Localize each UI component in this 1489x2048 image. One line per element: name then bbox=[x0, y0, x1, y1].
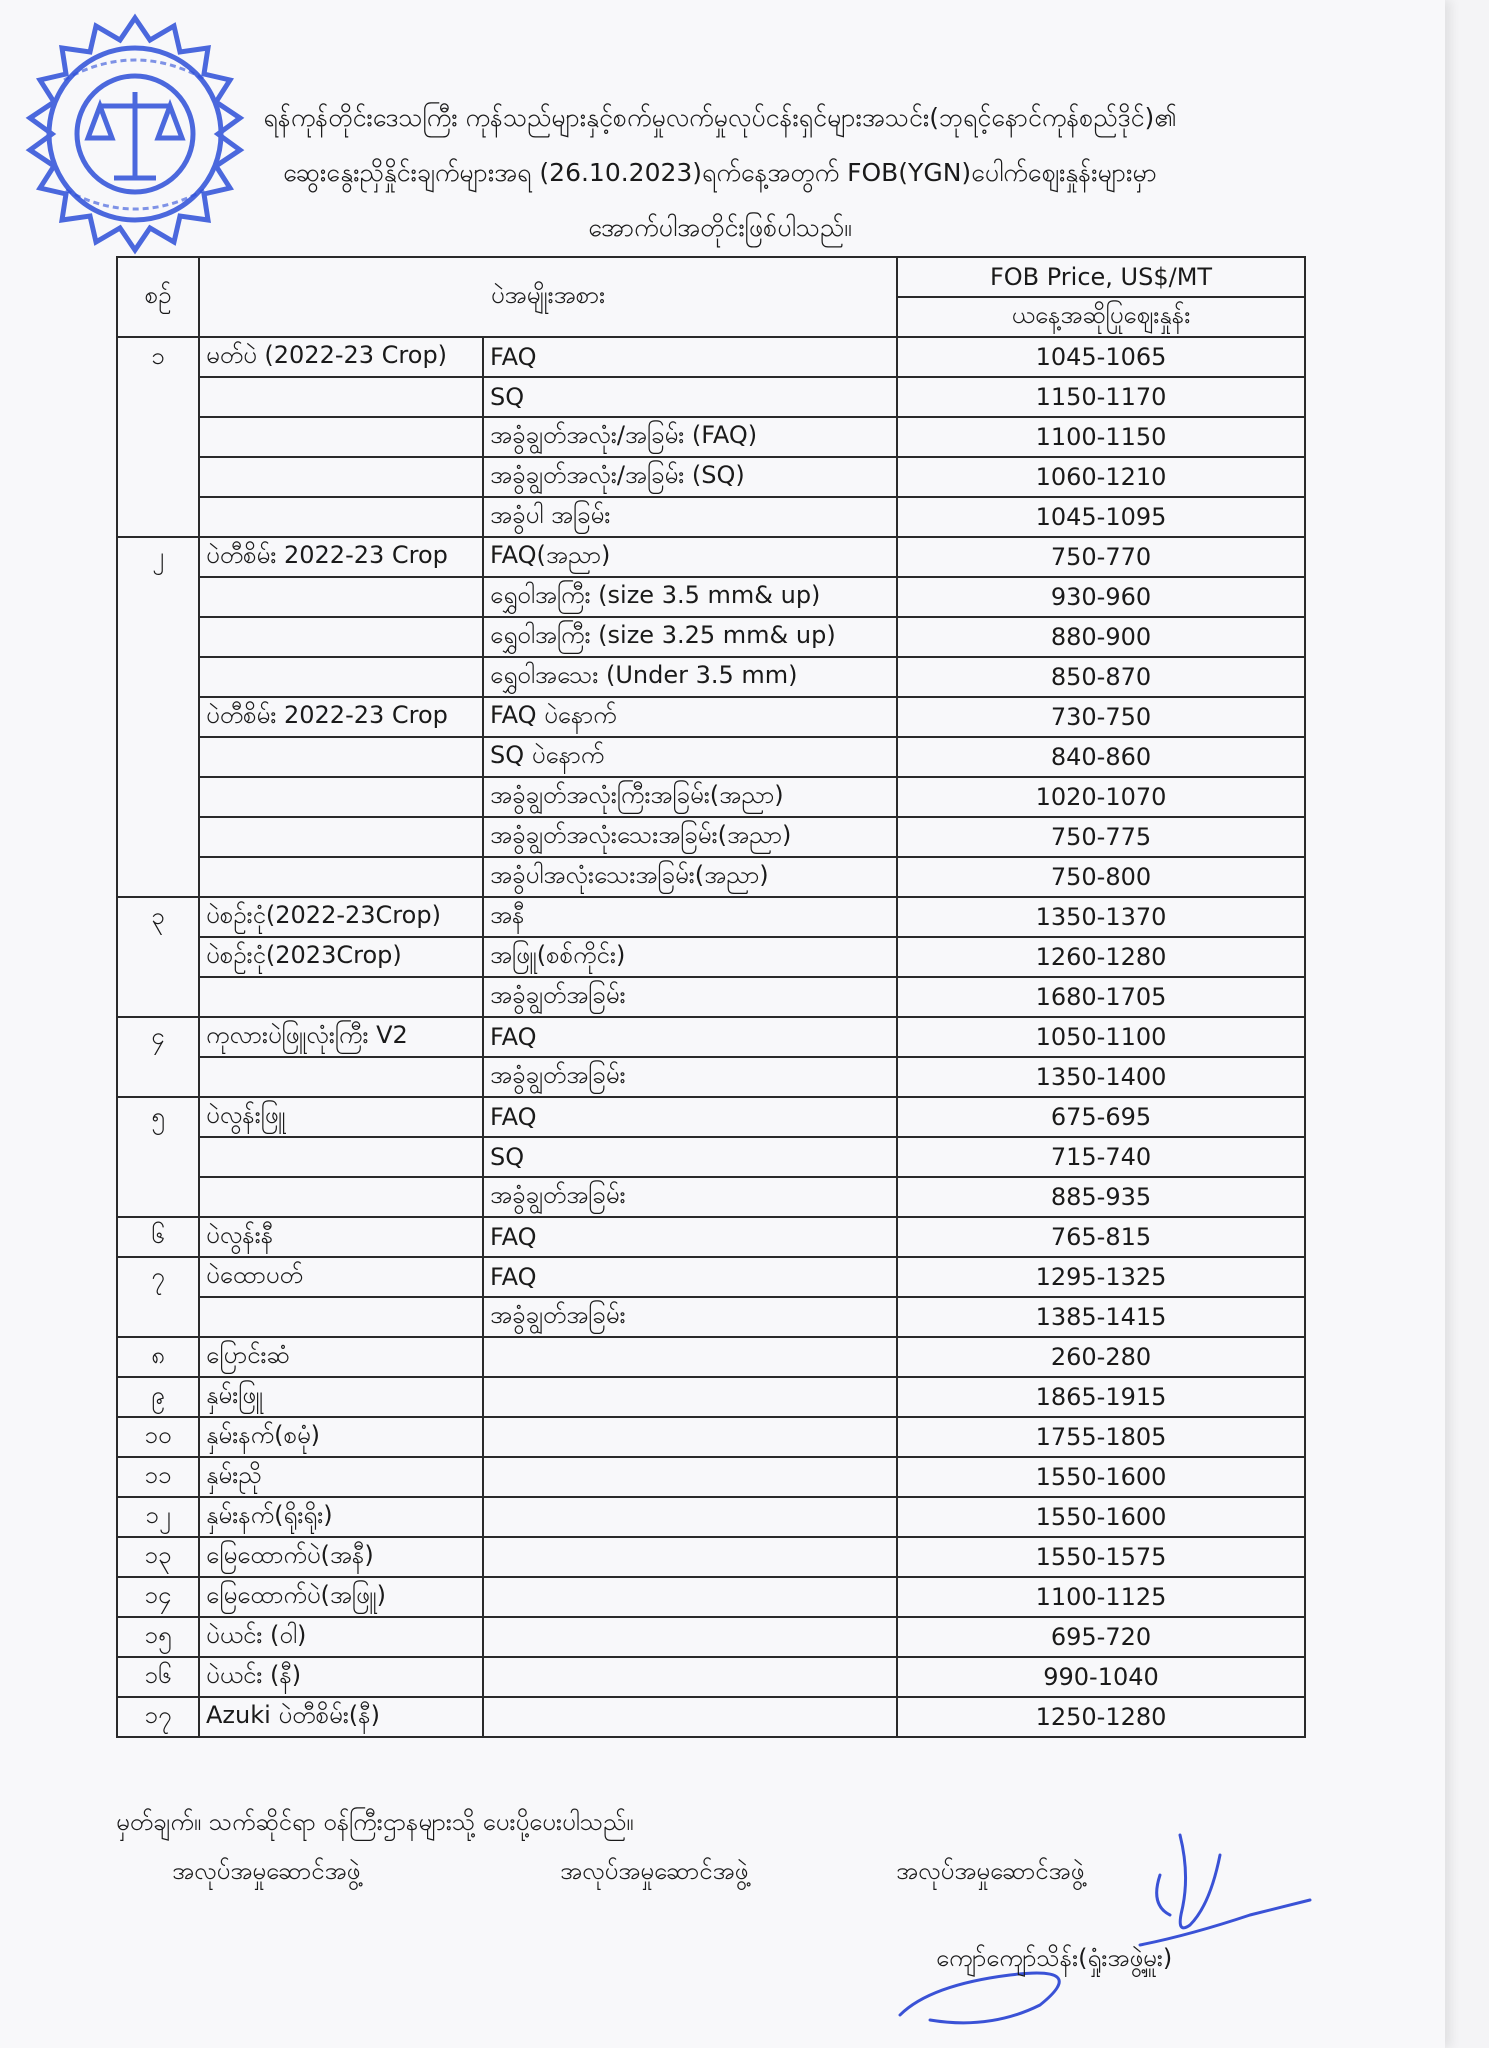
signature-label-1: အလုပ်အမှုဆောင်အဖွဲ့ bbox=[172, 1857, 361, 1885]
heading-line-3: အောက်ပါအတိုင်းဖြစ်ပါသည်။ bbox=[588, 213, 852, 242]
item-name-cell bbox=[199, 457, 483, 497]
table-row bbox=[117, 737, 1305, 777]
price-cell: 1250-1280 bbox=[897, 1697, 1305, 1737]
grade-cell: ရွှေဝါအကြီး (size 3.5 mm& up) bbox=[483, 577, 897, 617]
item-name-cell: မြေထောက်ပဲ(အဖြူ) bbox=[199, 1577, 483, 1617]
grade-cell bbox=[483, 1617, 897, 1657]
item-name-cell bbox=[199, 497, 483, 537]
row-number-cell: ၁၀ bbox=[117, 1417, 199, 1457]
table-row bbox=[117, 937, 1305, 977]
signature-label-2: အလုပ်အမှုဆောင်အဖွဲ့ bbox=[560, 1857, 749, 1885]
table-row bbox=[117, 697, 1305, 737]
price-cell: 675-695 bbox=[897, 1097, 1305, 1137]
grade-cell: ရွှေဝါအကြီး (size 3.25 mm& up) bbox=[483, 617, 897, 657]
footer-note: မှတ်ချက်။ သက်ဆိုင်ရာ ဝန်ကြီးဌာနများသို့ ပေးပို့ပေးပါသည်။ bbox=[116, 1808, 634, 1836]
price-cell: 1060-1210 bbox=[897, 457, 1305, 497]
table-row bbox=[117, 1337, 1305, 1377]
col-header-price-sub: ယနေ့အဆိုပြုဈေးနှုန်း bbox=[897, 297, 1305, 337]
row-number-cell: ၁၄ bbox=[117, 1577, 199, 1617]
row-number-cell bbox=[117, 457, 199, 497]
price-cell: 885-935 bbox=[897, 1177, 1305, 1217]
item-name-cell: မြေထောက်ပဲ(အနီ) bbox=[199, 1537, 483, 1577]
row-number-cell: ၅ bbox=[117, 1097, 199, 1137]
item-name-cell bbox=[199, 657, 483, 697]
grade-cell: အခွံချွတ်အခြမ်း bbox=[483, 1057, 897, 1097]
price-cell: 1550-1575 bbox=[897, 1537, 1305, 1577]
grade-cell: FAQ bbox=[483, 1017, 897, 1057]
grade-cell: FAQ(အညာ) bbox=[483, 537, 897, 577]
item-name-cell bbox=[199, 1297, 483, 1337]
grade-cell bbox=[483, 1337, 897, 1377]
table-row bbox=[117, 1177, 1305, 1217]
price-cell: 765-815 bbox=[897, 1217, 1305, 1257]
price-cell: 1385-1415 bbox=[897, 1297, 1305, 1337]
row-number-cell: ၁၃ bbox=[117, 1537, 199, 1577]
row-number-cell bbox=[117, 377, 199, 417]
grade-cell bbox=[483, 1697, 897, 1737]
item-name-cell bbox=[199, 617, 483, 657]
price-cell: 260-280 bbox=[897, 1337, 1305, 1377]
table-row bbox=[117, 377, 1305, 417]
price-cell: 730-750 bbox=[897, 697, 1305, 737]
item-name-cell: ပဲလွန်းနီ bbox=[199, 1217, 483, 1257]
row-number-cell bbox=[117, 577, 199, 617]
document-heading bbox=[120, 90, 1320, 255]
item-name-cell: မတ်ပဲ (2022-23 Crop) bbox=[199, 337, 483, 377]
col-header-no: စဉ် bbox=[117, 257, 199, 337]
item-name-cell: ပဲတီစိမ်း 2022-23 Crop bbox=[199, 697, 483, 737]
row-number-cell bbox=[117, 497, 199, 537]
table-row bbox=[117, 537, 1305, 577]
item-name-cell bbox=[199, 977, 483, 1017]
grade-cell: SQ bbox=[483, 1137, 897, 1177]
price-cell: 850-870 bbox=[897, 657, 1305, 697]
heading-line-1: ရန်ကုန်တိုင်းဒေသကြီး ကုန်သည်များနှင့်စက်မှုလက်မှုလုပ်ငန်းရှင်များအသင်း(ဘုရင့်နောင်ကုန်စည်ဒိုင်)၏ bbox=[263, 103, 1177, 132]
table-row bbox=[117, 1497, 1305, 1537]
grade-cell: အခွံချွတ်အခြမ်း bbox=[483, 1297, 897, 1337]
table-row bbox=[117, 1377, 1305, 1417]
price-cell: 1100-1150 bbox=[897, 417, 1305, 457]
row-number-cell bbox=[117, 817, 199, 857]
grade-cell: အခွံချွတ်အလုံးသေးအခြမ်း(အညာ) bbox=[483, 817, 897, 857]
item-name-cell bbox=[199, 577, 483, 617]
price-cell: 750-800 bbox=[897, 857, 1305, 897]
grade-cell: အဖြူ(စစ်ကိုင်း) bbox=[483, 937, 897, 977]
table-row bbox=[117, 1417, 1305, 1457]
table-row bbox=[117, 1577, 1305, 1617]
table-row bbox=[117, 777, 1305, 817]
table-row bbox=[117, 857, 1305, 897]
row-number-cell: ၉ bbox=[117, 1377, 199, 1417]
item-name-cell bbox=[199, 377, 483, 417]
item-name-cell bbox=[199, 857, 483, 897]
price-cell: 1260-1280 bbox=[897, 937, 1305, 977]
handwritten-signature bbox=[890, 1815, 1330, 2030]
price-cell: 715-740 bbox=[897, 1137, 1305, 1177]
price-cell: 1680-1705 bbox=[897, 977, 1305, 1017]
row-number-cell: ၈ bbox=[117, 1337, 199, 1377]
grade-cell bbox=[483, 1537, 897, 1577]
grade-cell: FAQ bbox=[483, 1097, 897, 1137]
price-cell: 990-1040 bbox=[897, 1657, 1305, 1697]
table-row bbox=[117, 1137, 1305, 1177]
grade-cell: အခွံချွတ်အခြမ်း bbox=[483, 977, 897, 1017]
row-number-cell bbox=[117, 417, 199, 457]
grade-cell: SQ bbox=[483, 377, 897, 417]
row-number-cell: ၁၅ bbox=[117, 1617, 199, 1657]
row-number-cell bbox=[117, 657, 199, 697]
row-number-cell bbox=[117, 857, 199, 897]
price-cell: 840-860 bbox=[897, 737, 1305, 777]
item-name-cell bbox=[199, 1177, 483, 1217]
item-name-cell: ပဲစဉ်းငုံ(2022-23Crop) bbox=[199, 897, 483, 937]
price-cell: 880-900 bbox=[897, 617, 1305, 657]
item-name-cell: ပဲထောပတ် bbox=[199, 1257, 483, 1297]
row-number-cell: ၄ bbox=[117, 1017, 199, 1057]
item-name-cell: Azuki ပဲတီစိမ်း(နီ) bbox=[199, 1697, 483, 1737]
grade-cell: အခွံပါ အခြမ်း bbox=[483, 497, 897, 537]
row-number-cell bbox=[117, 617, 199, 657]
row-number-cell bbox=[117, 1137, 199, 1177]
row-number-cell: ၁၇ bbox=[117, 1697, 199, 1737]
col-header-price: FOB Price, US$/MT bbox=[897, 257, 1305, 297]
item-name-cell: နှမ်းနက်(ရိုးရိုး) bbox=[199, 1497, 483, 1537]
item-name-cell: နှမ်းညို bbox=[199, 1457, 483, 1497]
table-row bbox=[117, 1457, 1305, 1497]
row-number-cell: ၆ bbox=[117, 1217, 199, 1257]
price-cell: 1100-1125 bbox=[897, 1577, 1305, 1617]
row-number-cell bbox=[117, 737, 199, 777]
item-name-cell: ကုလားပဲဖြူလုံးကြီး V2 bbox=[199, 1017, 483, 1057]
grade-cell: အနီ bbox=[483, 897, 897, 937]
item-name-cell: နှမ်းဖြူ bbox=[199, 1377, 483, 1417]
item-name-cell bbox=[199, 417, 483, 457]
table-row bbox=[117, 617, 1305, 657]
price-cell: 1045-1065 bbox=[897, 337, 1305, 377]
price-cell: 1045-1095 bbox=[897, 497, 1305, 537]
price-cell: 1295-1325 bbox=[897, 1257, 1305, 1297]
row-number-cell: ၃ bbox=[117, 897, 199, 937]
grade-cell: SQ ပဲနောက် bbox=[483, 737, 897, 777]
price-cell: 1865-1915 bbox=[897, 1377, 1305, 1417]
table-row bbox=[117, 657, 1305, 697]
item-name-cell bbox=[199, 1137, 483, 1177]
item-name-cell: ပဲတီစိမ်း 2022-23 Crop bbox=[199, 537, 483, 577]
price-cell: 750-770 bbox=[897, 537, 1305, 577]
grade-cell: အခွံချွတ်အလုံးကြီးအခြမ်း(အညာ) bbox=[483, 777, 897, 817]
row-number-cell: ၁၁ bbox=[117, 1457, 199, 1497]
price-cell: 1755-1805 bbox=[897, 1417, 1305, 1457]
table-row bbox=[117, 1297, 1305, 1337]
table-row bbox=[117, 1017, 1305, 1057]
item-name-cell: ပဲယင်း (နီ) bbox=[199, 1657, 483, 1697]
grade-cell: အခွံချွတ်အလုံး/အခြမ်း (SQ) bbox=[483, 457, 897, 497]
item-name-cell: ပဲစဉ်းငုံ(2023Crop) bbox=[199, 937, 483, 977]
table-row bbox=[117, 1617, 1305, 1657]
heading-line-2: ဆွေးနွေးညှိနှိုင်းချက်များအရ (26.10.2023)ရက်နေ့အတွက် FOB(YGN)ပေါက်ဈေးနှုန်းများမှာ bbox=[283, 158, 1157, 187]
price-cell: 930-960 bbox=[897, 577, 1305, 617]
grade-cell: ရွှေဝါအသေး (Under 3.5 mm) bbox=[483, 657, 897, 697]
table-row bbox=[117, 897, 1305, 937]
row-number-cell bbox=[117, 1297, 199, 1337]
row-number-cell: ၂ bbox=[117, 537, 199, 577]
price-cell: 1150-1170 bbox=[897, 377, 1305, 417]
table-row bbox=[117, 1657, 1305, 1697]
item-name-cell: ပြောင်းဆံ bbox=[199, 1337, 483, 1377]
price-cell: 695-720 bbox=[897, 1617, 1305, 1657]
item-name-cell: နှမ်းနက်(စမုံ) bbox=[199, 1417, 483, 1457]
table-row bbox=[117, 457, 1305, 497]
table-row bbox=[117, 577, 1305, 617]
table-row bbox=[117, 1537, 1305, 1577]
grade-cell bbox=[483, 1457, 897, 1497]
price-cell: 750-775 bbox=[897, 817, 1305, 857]
price-cell: 1350-1400 bbox=[897, 1057, 1305, 1097]
col-header-item: ပဲအမျိုးအစား bbox=[199, 257, 897, 337]
row-number-cell: ၁၂ bbox=[117, 1497, 199, 1537]
table-row bbox=[117, 417, 1305, 457]
grade-cell bbox=[483, 1377, 897, 1417]
row-number-cell: ၁၆ bbox=[117, 1657, 199, 1697]
grade-cell: FAQ bbox=[483, 337, 897, 377]
signature-label-3: အလုပ်အမှုဆောင်အဖွဲ့ bbox=[896, 1857, 1085, 1885]
table-row bbox=[117, 497, 1305, 537]
row-number-cell bbox=[117, 937, 199, 977]
table-row bbox=[117, 337, 1305, 377]
grade-cell: FAQ bbox=[483, 1257, 897, 1297]
row-number-cell: ၁ bbox=[117, 337, 199, 377]
item-name-cell bbox=[199, 817, 483, 857]
price-cell: 1350-1370 bbox=[897, 897, 1305, 937]
table-row bbox=[117, 1257, 1305, 1297]
item-name-cell: ပဲလွန်းဖြူ bbox=[199, 1097, 483, 1137]
price-cell: 1550-1600 bbox=[897, 1497, 1305, 1537]
row-number-cell bbox=[117, 1177, 199, 1217]
price-table bbox=[116, 256, 1306, 1738]
item-name-cell: ပဲယင်း (ဝါ) bbox=[199, 1617, 483, 1657]
price-table-body bbox=[117, 337, 1305, 1737]
row-number-cell bbox=[117, 777, 199, 817]
row-number-cell bbox=[117, 977, 199, 1017]
grade-cell bbox=[483, 1577, 897, 1617]
grade-cell: အခွံချွတ်အခြမ်း bbox=[483, 1177, 897, 1217]
row-number-cell: ၇ bbox=[117, 1257, 199, 1297]
table-row bbox=[117, 817, 1305, 857]
item-name-cell bbox=[199, 777, 483, 817]
signer-name: ကျော်ကျော်သိန်း(ရှုံးအဖွဲ့မှူး) bbox=[936, 1944, 1173, 1972]
item-name-cell bbox=[199, 1057, 483, 1097]
grade-cell bbox=[483, 1417, 897, 1457]
price-cell: 1050-1100 bbox=[897, 1017, 1305, 1057]
table-row bbox=[117, 1697, 1305, 1737]
table-row bbox=[117, 1097, 1305, 1137]
grade-cell: အခွံပါအလုံးသေးအခြမ်း(အညာ) bbox=[483, 857, 897, 897]
table-row bbox=[117, 1057, 1305, 1097]
grade-cell bbox=[483, 1657, 897, 1697]
table-row bbox=[117, 1217, 1305, 1257]
grade-cell bbox=[483, 1497, 897, 1537]
price-cell: 1550-1600 bbox=[897, 1457, 1305, 1497]
grade-cell: FAQ ပဲနောက် bbox=[483, 697, 897, 737]
row-number-cell bbox=[117, 1057, 199, 1097]
table-row bbox=[117, 977, 1305, 1017]
item-name-cell bbox=[199, 737, 483, 777]
grade-cell: အခွံချွတ်အလုံး/အခြမ်း (FAQ) bbox=[483, 417, 897, 457]
grade-cell: FAQ bbox=[483, 1217, 897, 1257]
row-number-cell bbox=[117, 697, 199, 737]
price-cell: 1020-1070 bbox=[897, 777, 1305, 817]
